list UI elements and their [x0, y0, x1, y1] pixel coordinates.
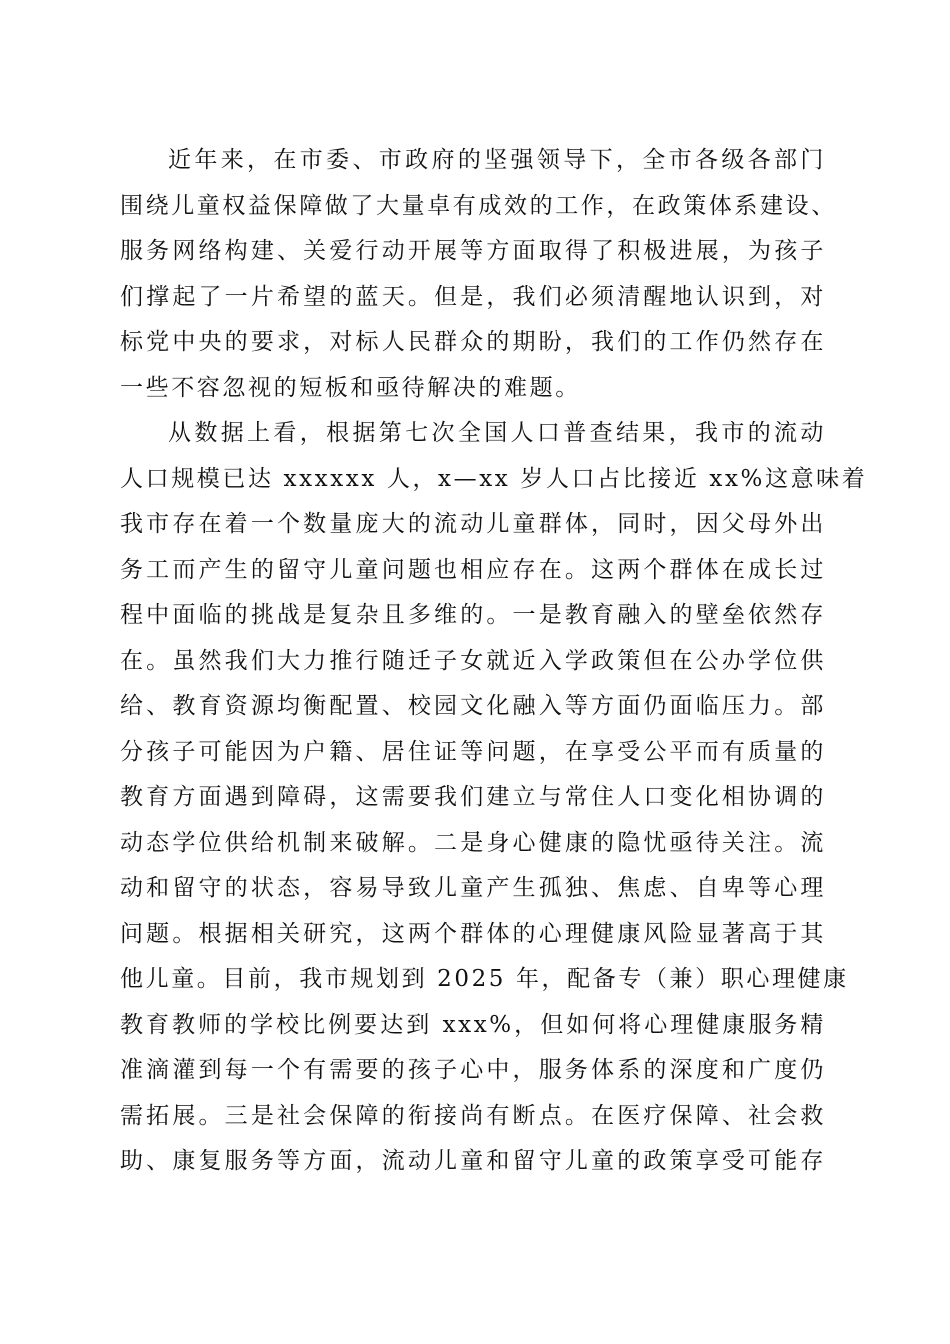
- paragraph-2-line-3: 我市存在着一个数量庞大的流动儿童群体，同时，因父母外出: [120, 511, 826, 537]
- paragraph-2-line-5: 程中面临的挑战是复杂且多维的。一是教育融入的壁垒依然存: [120, 602, 826, 628]
- paragraph-2-line-13: 他儿童。目前，我市规划到 2025 年，配备专（兼）职心理健康: [120, 966, 849, 992]
- paragraph-2-line-14: 教育教师的学校比例要达到 xxx%，但如何将心理健康服务精: [120, 1011, 826, 1038]
- paragraph-1-line-4: 们撑起了一片希望的蓝天。但是，我们必须清醒地认识到，对: [120, 283, 826, 310]
- paragraph-2-line-8: 分孩子可能因为户籍、居住证等问题，在享受公平而有质量的: [120, 738, 826, 765]
- paragraph-2-line-10: 动态学位供给机制来破解。二是身心健康的隐忧亟待关注。流: [120, 829, 826, 856]
- paragraph-2-line-1: 从数据上看，根据第七次全国人口普查结果，我市的流动: [168, 420, 826, 446]
- document-body: [120, 138, 868, 1185]
- paragraph-2-line-12: 问题。根据相关研究，这两个群体的心理健康风险显著高于其: [120, 920, 826, 947]
- paragraph-2-line-15: 准滴灌到每一个有需要的孩子心中，服务体系的深度和广度仍: [120, 1057, 826, 1083]
- paragraph-1-line-5: 标党中央的要求，对标人民群众的期盼，我们的工作仍然存在: [120, 329, 826, 355]
- paragraph-1-line-2: 围绕儿童权益保障做了大量卓有成效的工作，在政策体系建设、: [120, 192, 837, 219]
- paragraph-1-line-6: 一些不容忽视的短板和亟待解决的难题。: [120, 374, 581, 401]
- paragraph-2-line-6: 在。虽然我们大力推行随迁子女就近入学政策但在公办学位供: [120, 647, 826, 674]
- paragraph-2-line-7: 给、教育资源均衡配置、校园文化融入等方面仍面临压力。部: [120, 693, 826, 719]
- paragraph-2-line-9: 教育方面遇到障碍，这需要我们建立与常住人口变化相协调的: [120, 784, 826, 810]
- paragraph-2-line-16: 需拓展。三是社会保障的衔接尚有断点。在医疗保障、社会救: [120, 1102, 826, 1129]
- paragraph-1-line-1: 近年来，在市委、市政府的坚强领导下，全市各级各部门: [168, 147, 826, 173]
- paragraph-2-line-2: 人口规模已达 xxxxxx 人，x—xx 岁人口占比接近 xx%这意味着: [120, 465, 868, 492]
- paragraph-1-line-3: 服务网络构建、关爱行动开展等方面取得了积极进展，为孩子: [120, 238, 826, 264]
- paragraph-2-line-17: 助、康复服务等方面，流动儿童和留守儿童的政策享受可能存: [120, 1148, 826, 1174]
- paragraph-2-line-4: 务工而产生的留守儿童问题也相应存在。这两个群体在成长过: [120, 556, 826, 583]
- paragraph-2-line-11: 动和留守的状态，容易导致儿童产生孤独、焦虑、自卑等心理: [120, 875, 826, 901]
